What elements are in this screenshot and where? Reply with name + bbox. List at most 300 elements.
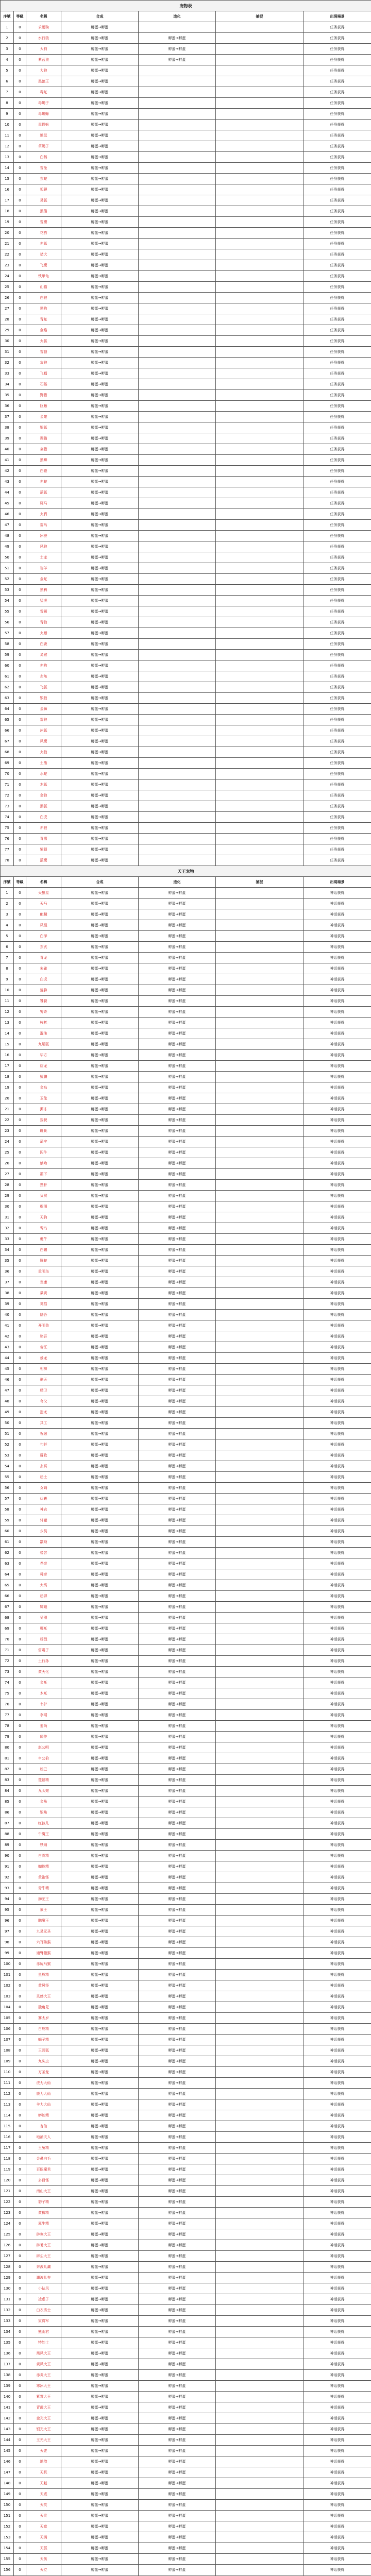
table-row [1, 606, 371, 617]
evolve-cell: 孵蛋→孵蛋 [139, 1602, 216, 1613]
place-cell [216, 1201, 303, 1212]
index-cell: 30 [1, 336, 14, 347]
note-cell: 任务获得 [303, 239, 371, 249]
level-cell: 0 [14, 1169, 26, 1180]
name-cell: 九尾狐 [26, 1039, 61, 1050]
combine-cell: 孵蛋→孵蛋 [61, 1569, 139, 1580]
table-row [1, 2521, 371, 2532]
name-cell: 伏羲 [26, 1494, 61, 1504]
column-header: 名稱 [26, 877, 61, 888]
index-cell: 76 [1, 834, 14, 844]
table-row [1, 1667, 371, 1677]
table-row [1, 33, 371, 44]
combine-cell: 孵蛋→孵蛋 [61, 2283, 139, 2294]
index-cell: 48 [1, 1396, 14, 1407]
name-cell: 白矖 [26, 1245, 61, 1256]
combine-cell: 孵蛋→孵蛋 [61, 1418, 139, 1429]
note-cell: 任务获得 [303, 596, 371, 606]
combine-cell: 孵蛋→孵蛋 [61, 2110, 139, 2121]
name-cell: 穷奇 [26, 1007, 61, 1018]
place-cell [216, 1320, 303, 1331]
level-cell: 0 [14, 2175, 26, 2186]
evolve-cell: 孵蛋→孵蛋 [139, 1245, 216, 1256]
name-cell: 妲己 [26, 1764, 61, 1775]
level-cell: 0 [14, 531, 26, 541]
combine-cell: 孵蛋→孵蛋 [61, 2294, 139, 2305]
index-cell: 154 [1, 2543, 14, 2554]
evolve-cell: 孵蛋→孵蛋 [139, 2446, 216, 2456]
level-cell: 0 [14, 2273, 26, 2283]
table-row [1, 855, 371, 866]
evolve-cell: 孵蛋→孵蛋 [139, 1061, 216, 1072]
name-cell: 白泽 [26, 931, 61, 942]
name-cell: 朱雀 [26, 963, 61, 974]
level-cell: 0 [14, 239, 26, 249]
table-row [1, 477, 371, 487]
evolve-cell [139, 412, 216, 422]
level-cell: 0 [14, 1883, 26, 1894]
index-cell: 6 [1, 942, 14, 953]
evolve-cell [139, 141, 216, 152]
evolve-cell: 孵蛋→孵蛋 [139, 1667, 216, 1677]
name-cell: 飞蝠 [26, 368, 61, 379]
place-cell [216, 2208, 303, 2218]
column-header: 捕捉 [216, 877, 303, 888]
place-cell [216, 2143, 303, 2154]
place-cell [216, 1234, 303, 1245]
combine-cell: 孵蛋→孵蛋 [61, 1375, 139, 1385]
combine-cell: 孵蛋→孵蛋 [61, 682, 139, 693]
index-cell: 37 [1, 1277, 14, 1288]
level-cell: 0 [14, 2078, 26, 2089]
combine-cell: 孵蛋→孵蛋 [61, 2327, 139, 2337]
table-row [1, 1504, 371, 1515]
combine-cell: 孵蛋→孵蛋 [61, 899, 139, 909]
place-cell [216, 769, 303, 779]
level-cell: 0 [14, 931, 26, 942]
combine-cell: 孵蛋→孵蛋 [61, 487, 139, 498]
level-cell: 0 [14, 1623, 26, 1634]
index-cell: 108 [1, 2045, 14, 2056]
level-cell: 0 [14, 758, 26, 769]
index-cell: 131 [1, 2294, 14, 2305]
index-cell: 150 [1, 2500, 14, 2511]
table-row [1, 2554, 371, 2565]
level-cell: 0 [14, 2035, 26, 2045]
place-cell [216, 1645, 303, 1656]
table-row [1, 2121, 371, 2132]
level-cell: 0 [14, 2435, 26, 2446]
place-cell [216, 1429, 303, 1439]
name-cell: 女娲 [26, 1483, 61, 1494]
combine-cell: 孵蛋→孵蛋 [61, 704, 139, 715]
place-cell [216, 260, 303, 271]
combine-cell: 孵蛋→孵蛋 [61, 1602, 139, 1613]
place-cell [216, 1634, 303, 1645]
table-row [1, 1537, 371, 1548]
combine-cell: 孵蛋→孵蛋 [61, 812, 139, 823]
name-cell: 玉兔 [26, 1093, 61, 1104]
note-cell: 神话获得 [303, 2262, 371, 2273]
name-cell: 铁扇 [26, 1840, 61, 1851]
evolve-cell: 孵蛋→孵蛋 [139, 2056, 216, 2067]
evolve-cell: 孵蛋→孵蛋 [139, 2218, 216, 2229]
column-header: 出現場景 [303, 11, 371, 22]
combine-cell: 孵蛋→孵蛋 [61, 844, 139, 855]
level-cell: 0 [14, 1677, 26, 1688]
evolve-cell: 孵蛋→孵蛋 [139, 1483, 216, 1494]
name-cell: 金狮 [26, 704, 61, 715]
combine-cell: 孵蛋→孵蛋 [61, 2056, 139, 2067]
name-cell: 蝎子精 [26, 2035, 61, 2045]
evolve-cell: 孵蛋→孵蛋 [139, 1537, 216, 1548]
level-cell: 0 [14, 195, 26, 206]
index-cell: 56 [1, 617, 14, 628]
evolve-cell [139, 671, 216, 682]
combine-cell: 孵蛋→孵蛋 [61, 466, 139, 477]
evolve-cell: 孵蛋→孵蛋 [139, 899, 216, 909]
level-cell: 0 [14, 358, 26, 368]
level-cell: 0 [14, 2316, 26, 2327]
name-cell: 貔貅 [26, 985, 61, 996]
combine-cell: 孵蛋→孵蛋 [61, 260, 139, 271]
evolve-cell [139, 390, 216, 401]
level-cell: 0 [14, 2521, 26, 2532]
index-cell: 146 [1, 2456, 14, 2467]
evolve-cell: 孵蛋→孵蛋 [139, 1753, 216, 1764]
name-cell: 豹子精 [26, 2197, 61, 2208]
combine-cell: 孵蛋→孵蛋 [61, 1137, 139, 1147]
level-cell: 0 [14, 1082, 26, 1093]
combine-cell: 孵蛋→孵蛋 [61, 1061, 139, 1072]
note-cell: 任务获得 [303, 293, 371, 303]
place-cell [216, 1558, 303, 1569]
name-cell: 九头雉 [26, 1786, 61, 1797]
index-cell: 1 [1, 22, 14, 33]
name-cell: 青霞大王 [26, 2402, 61, 2413]
table-row [1, 1256, 371, 1266]
level-cell: 0 [14, 606, 26, 617]
evolve-cell [139, 98, 216, 109]
combine-cell: 孵蛋→孵蛋 [61, 109, 139, 120]
name-cell: 狴犴 [26, 1180, 61, 1191]
index-cell: 55 [1, 606, 14, 617]
level-cell: 0 [14, 217, 26, 228]
index-cell: 79 [1, 1732, 14, 1742]
name-cell: 赤狼 [26, 823, 61, 834]
index-cell: 3 [1, 44, 14, 55]
place-cell [216, 1721, 303, 1732]
combine-cell: 孵蛋→孵蛋 [61, 98, 139, 109]
table-row [1, 1569, 371, 1580]
table-row [1, 2435, 371, 2446]
table-row [1, 2229, 371, 2240]
evolve-cell: 孵蛋→孵蛋 [139, 1883, 216, 1894]
place-cell [216, 1277, 303, 1288]
level-cell: 0 [14, 1688, 26, 1699]
level-cell: 0 [14, 1137, 26, 1147]
index-cell: 52 [1, 574, 14, 585]
evolve-cell [139, 303, 216, 314]
note-cell: 神话获得 [303, 1840, 371, 1851]
evolve-cell [139, 206, 216, 217]
index-cell: 49 [1, 541, 14, 552]
name-cell: 蒲牢 [26, 1137, 61, 1147]
name-cell: 特处士 [26, 2337, 61, 2348]
table-row [1, 466, 371, 477]
combine-cell: 孵蛋→孵蛋 [61, 477, 139, 487]
place-cell [216, 1905, 303, 1916]
combine-cell: 孵蛋→孵蛋 [61, 2348, 139, 2359]
note-cell: 神话获得 [303, 1959, 371, 1970]
note-cell: 神话获得 [303, 1288, 371, 1299]
note-cell: 神话获得 [303, 1526, 371, 1537]
combine-cell: 孵蛋→孵蛋 [61, 2262, 139, 2273]
combine-cell: 孵蛋→孵蛋 [61, 1147, 139, 1158]
level-cell: 0 [14, 942, 26, 953]
level-cell: 0 [14, 2424, 26, 2435]
name-cell: 黑鸦 [26, 585, 61, 596]
level-cell: 0 [14, 1807, 26, 1818]
table-row [1, 1234, 371, 1245]
index-cell: 105 [1, 2013, 14, 2024]
evolve-cell: 孵蛋→孵蛋 [139, 1320, 216, 1331]
evolve-cell: 孵蛋→孵蛋 [139, 2110, 216, 2121]
evolve-cell: 孵蛋→孵蛋 [139, 2024, 216, 2035]
evolve-cell: 孵蛋→孵蛋 [139, 1970, 216, 1980]
note-cell: 任务获得 [303, 855, 371, 866]
name-cell: 赤蛇 [26, 477, 61, 487]
combine-cell: 孵蛋→孵蛋 [61, 87, 139, 98]
table-row [1, 2532, 371, 2543]
note-cell: 神话获得 [303, 2056, 371, 2067]
note-cell: 任务获得 [303, 715, 371, 725]
combine-cell: 孵蛋→孵蛋 [61, 141, 139, 152]
index-cell: 70 [1, 1634, 14, 1645]
table-row [1, 1450, 371, 1461]
table-row [1, 1591, 371, 1602]
evolve-cell: 孵蛋→孵蛋 [139, 1418, 216, 1429]
combine-cell: 孵蛋→孵蛋 [61, 1072, 139, 1082]
table-row [1, 1137, 371, 1147]
table-row [1, 1515, 371, 1526]
combine-cell: 孵蛋→孵蛋 [61, 931, 139, 942]
table-row [1, 1797, 371, 1807]
name-cell: 金角 [26, 1797, 61, 1807]
evolve-cell: 孵蛋→孵蛋 [139, 942, 216, 953]
place-cell [216, 98, 303, 109]
level-cell: 0 [14, 1980, 26, 1991]
table-row [1, 1461, 371, 1472]
evolve-cell: 孵蛋→孵蛋 [139, 1786, 216, 1797]
note-cell: 神话获得 [303, 2002, 371, 2013]
note-cell: 任务获得 [303, 541, 371, 552]
index-cell: 37 [1, 412, 14, 422]
evolve-cell: 孵蛋→孵蛋 [139, 2175, 216, 2186]
note-cell: 任务获得 [303, 552, 371, 563]
combine-cell: 孵蛋→孵蛋 [61, 2164, 139, 2175]
table-row [1, 1818, 371, 1829]
level-cell: 0 [14, 1937, 26, 1948]
name-cell: 地煞 [26, 2456, 61, 2467]
evolve-cell [139, 855, 216, 866]
table-row [1, 844, 371, 855]
name-cell: 黑熊 [26, 206, 61, 217]
place-cell [216, 2478, 303, 2489]
level-cell: 0 [14, 1115, 26, 1126]
level-cell: 0 [14, 779, 26, 790]
evolve-cell: 孵蛋→孵蛋 [139, 2078, 216, 2089]
name-cell: 白鹤 [26, 152, 61, 163]
note-cell: 神话获得 [303, 2045, 371, 2056]
place-cell [216, 1104, 303, 1115]
level-cell: 0 [14, 509, 26, 520]
place-cell [216, 1483, 303, 1494]
name-cell: 烛龙 [26, 1353, 61, 1364]
note-cell: 神话获得 [303, 1753, 371, 1764]
combine-cell: 孵蛋→孵蛋 [61, 1169, 139, 1180]
note-cell: 神话获得 [303, 2143, 371, 2154]
evolve-cell [139, 174, 216, 184]
level-cell: 0 [14, 1916, 26, 1926]
note-cell: 神话获得 [303, 1710, 371, 1721]
note-cell: 神话获得 [303, 2489, 371, 2500]
level-cell: 0 [14, 1580, 26, 1591]
note-cell: 任务获得 [303, 55, 371, 65]
level-cell: 0 [14, 1851, 26, 1861]
level-cell: 0 [14, 2478, 26, 2489]
index-cell: 104 [1, 2002, 14, 2013]
index-cell: 25 [1, 1147, 14, 1158]
evolve-cell [139, 660, 216, 671]
index-cell: 17 [1, 1061, 14, 1072]
name-cell: 混沌 [26, 1028, 61, 1039]
level-cell: 0 [14, 1926, 26, 1937]
level-cell: 0 [14, 574, 26, 585]
note-cell: 任务获得 [303, 736, 371, 747]
note-cell: 神话获得 [303, 1461, 371, 1472]
table-row [1, 1180, 371, 1191]
note-cell: 任务获得 [303, 206, 371, 217]
name-cell: 白虎 [26, 812, 61, 823]
note-cell: 神话获得 [303, 2337, 371, 2348]
level-cell: 0 [14, 1656, 26, 1667]
place-cell [216, 1245, 303, 1256]
place-cell [216, 487, 303, 498]
note-cell: 任务获得 [303, 152, 371, 163]
combine-cell: 孵蛋→孵蛋 [61, 2446, 139, 2456]
index-cell: 58 [1, 639, 14, 650]
evolve-cell: 孵蛋→孵蛋 [139, 1797, 216, 1807]
place-cell [216, 812, 303, 823]
level-cell: 0 [14, 1310, 26, 1320]
table-row [1, 552, 371, 563]
note-cell: 神话获得 [303, 2521, 371, 2532]
evolve-cell: 孵蛋→孵蛋 [139, 2381, 216, 2392]
level-cell: 0 [14, 293, 26, 303]
evolve-cell: 孵蛋→孵蛋 [139, 2392, 216, 2402]
combine-cell: 孵蛋→孵蛋 [61, 1201, 139, 1212]
place-cell [216, 639, 303, 650]
level-cell: 0 [14, 44, 26, 55]
note-cell: 神话获得 [303, 2370, 371, 2381]
level-cell: 0 [14, 1732, 26, 1742]
table-row [1, 1634, 371, 1645]
table-row [1, 347, 371, 358]
level-cell: 0 [14, 552, 26, 563]
combine-cell: 孵蛋→孵蛋 [61, 2132, 139, 2143]
level-cell: 0 [14, 1234, 26, 1245]
evolve-cell: 孵蛋→孵蛋 [139, 1223, 216, 1234]
combine-cell: 孵蛋→孵蛋 [61, 639, 139, 650]
note-cell: 任务获得 [303, 217, 371, 228]
combine-cell: 孵蛋→孵蛋 [61, 2381, 139, 2392]
index-cell: 61 [1, 671, 14, 682]
combine-cell: 孵蛋→孵蛋 [61, 617, 139, 628]
place-cell [216, 801, 303, 812]
place-cell [216, 2186, 303, 2197]
name-cell: 白骨精 [26, 1851, 61, 1861]
name-cell: 雷鸟 [26, 520, 61, 531]
table-row [1, 260, 371, 271]
index-cell: 58 [1, 1504, 14, 1515]
evolve-cell: 孵蛋→孵蛋 [139, 1710, 216, 1721]
evolve-cell: 孵蛋→孵蛋 [139, 2154, 216, 2164]
name-cell: 李靖 [26, 1710, 61, 1721]
combine-cell: 孵蛋→孵蛋 [61, 747, 139, 758]
index-cell: 71 [1, 1645, 14, 1656]
table-row [1, 1288, 371, 1299]
index-cell: 64 [1, 1569, 14, 1580]
name-cell: 灵猴 [26, 650, 61, 660]
combine-cell: 孵蛋→孵蛋 [61, 520, 139, 531]
note-cell: 神话获得 [303, 2132, 371, 2143]
evolve-cell: 孵蛋→孵蛋 [139, 931, 216, 942]
evolve-cell: 孵蛋→孵蛋 [139, 1137, 216, 1147]
index-cell: 38 [1, 1288, 14, 1299]
name-cell: 灞波儿奔 [26, 2273, 61, 2283]
place-cell [216, 1602, 303, 1613]
table-row [1, 2197, 371, 2208]
name-cell: 玄龟 [26, 671, 61, 682]
note-cell: 任务获得 [303, 390, 371, 401]
place-cell [216, 1861, 303, 1872]
name-cell: 毒蜈蚣 [26, 120, 61, 130]
name-cell: 金雕 [26, 412, 61, 422]
table-row [1, 1937, 371, 1948]
place-cell [216, 942, 303, 953]
index-cell: 5 [1, 931, 14, 942]
table-row [1, 693, 371, 704]
evolve-cell [139, 260, 216, 271]
evolve-cell: 孵蛋→孵蛋 [139, 985, 216, 996]
combine-cell: 孵蛋→孵蛋 [61, 1818, 139, 1829]
index-cell: 18 [1, 206, 14, 217]
index-cell: 77 [1, 844, 14, 855]
level-cell: 0 [14, 314, 26, 325]
combine-cell: 孵蛋→孵蛋 [61, 1894, 139, 1905]
place-cell [216, 358, 303, 368]
name-cell: 刑天 [26, 1375, 61, 1385]
evolve-cell: 孵蛋→孵蛋 [139, 2456, 216, 2467]
evolve-cell: 孵蛋→孵蛋 [139, 1082, 216, 1093]
place-cell [216, 1353, 303, 1364]
evolve-cell: 孵蛋→孵蛋 [139, 974, 216, 985]
note-cell: 神话获得 [303, 2554, 371, 2565]
note-cell: 任务获得 [303, 812, 371, 823]
evolve-cell: 孵蛋→孵蛋 [139, 1699, 216, 1710]
index-cell: 1 [1, 888, 14, 899]
